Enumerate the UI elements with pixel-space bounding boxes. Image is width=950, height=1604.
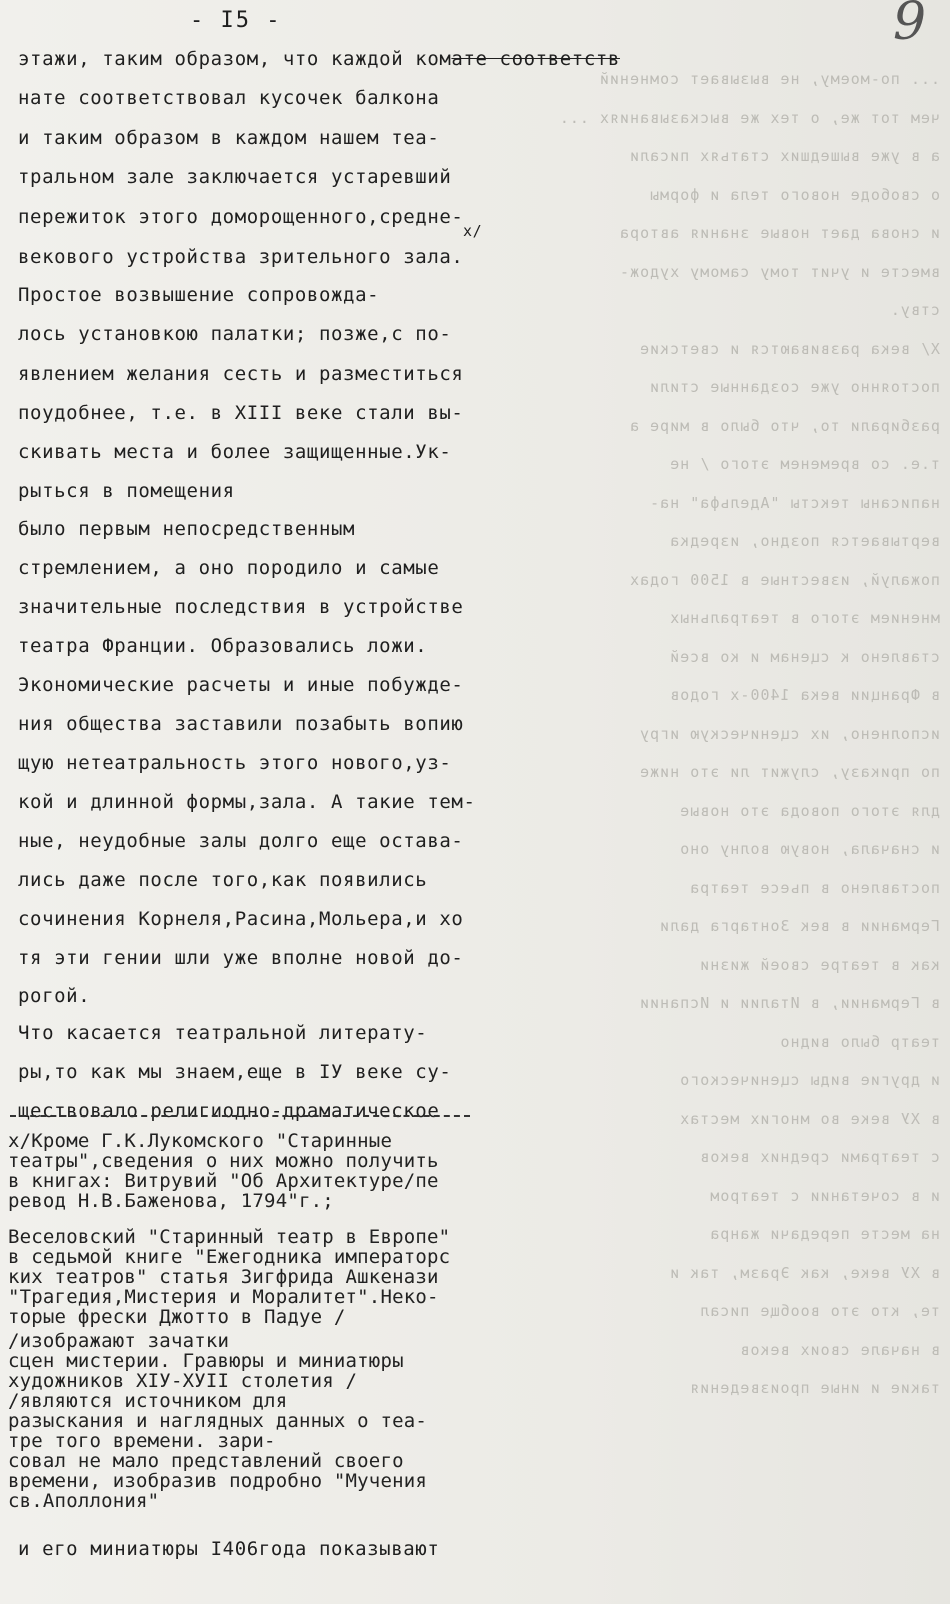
footnote-line: времени, изобразив подробно "Мучения xyxy=(8,1470,428,1492)
text-line: ществовало религиодно-драматическое xyxy=(18,1100,440,1122)
show-through-line: мнением этого в театральных xyxy=(669,609,940,627)
text-line: кой и длинной формы,зала. А такие тем- xyxy=(18,791,476,813)
text-line: рыться в помещения xyxy=(18,480,235,502)
handwritten-folio-number: 9 xyxy=(893,0,927,52)
text-line: поудобнее, т.е. в XIII веке стали вы- xyxy=(18,402,464,424)
text-line: пережиток этого доморощенного,средне- x/ xyxy=(18,206,483,240)
text-line: стремлением, а оно породило и самые xyxy=(18,557,440,579)
show-through-line: т.е. со временем этого / не xyxy=(669,455,940,473)
show-through-line: чем тот же, о тех же высказываниях ... xyxy=(558,108,940,127)
text-line: Что касается театральной литерату- xyxy=(18,1022,428,1044)
text-line: щую нетеатральность этого нового,уз- xyxy=(18,752,452,774)
text-line: ры,то как мы знаем,еще в IУ веке су- xyxy=(18,1061,452,1083)
text-line: лось установкою палатки; позже,с по- xyxy=(18,323,452,345)
show-through-line: поставлено в пьесе театра xyxy=(689,878,940,897)
footnote-line: Веселовский "Старинный театр в Европе" xyxy=(8,1226,451,1248)
show-through-line: и сначала, новую волну оно xyxy=(679,840,940,858)
show-through-line: постоянно уже созданные стили xyxy=(649,378,940,396)
text-line: тральном зале заключается устаревший xyxy=(18,166,452,188)
footnote-line: сцен мистерии. Гравюры и миниатюры xyxy=(8,1350,404,1372)
footnote-line: в седьмой книге "Ежегодника императорс xyxy=(8,1246,451,1268)
text-line: было первым непосредственным xyxy=(18,518,356,540)
text-line: явлением желания сесть и разместиться xyxy=(18,363,464,385)
text-line: значительные последствия в устройстве xyxy=(18,596,464,618)
show-through-line: ставлено к сценам и ко всей xyxy=(669,647,940,666)
show-through-line: те, кто это вообще писал xyxy=(699,1302,940,1320)
text-line: Экономические расчеты и иные побужде- xyxy=(18,674,464,696)
footnote-line: тре того времени. зари- xyxy=(8,1430,276,1452)
show-through-line: о свободе нового тела и формы xyxy=(649,185,940,204)
text-line: ния общества заставили позабыть вопию xyxy=(18,713,464,735)
show-through-line: в XУ веке, как Эразм, так и xyxy=(669,1263,940,1282)
text-line: лись даже после того,как появились xyxy=(18,869,428,891)
show-through-line: пожалуй, известные в 1500 годах xyxy=(629,570,940,589)
show-through-line: и в сочетании с театром xyxy=(709,1186,940,1205)
text-line: тя эти гении шли уже вполне новой до- xyxy=(18,947,464,969)
footnote-line: /изображают зачатки xyxy=(8,1330,230,1352)
footnote-marker: x/ xyxy=(463,222,483,240)
text-line: рогой. xyxy=(18,985,91,1007)
show-through-line: для этого повода это новые xyxy=(679,801,940,820)
show-through-line: как в театре своей жизни xyxy=(699,955,940,974)
show-through-line: разбирали то, что было в мире а xyxy=(629,416,940,435)
show-through-line: а в уже вышедших статьях писали xyxy=(629,147,940,165)
footnote-line: художников XIУ-XУII столетия / xyxy=(8,1370,358,1392)
struck-text: ате соответств xyxy=(451,48,620,70)
footnote-line: /являются источником для xyxy=(8,1390,288,1412)
show-through-line: ... по-моему, не вызывает сомнений xyxy=(598,70,940,88)
footnote-line: ких театров" статья Зигфрида Ашкенази xyxy=(8,1266,439,1288)
show-through-line: ству. xyxy=(889,301,940,319)
footnote-line: совал не мало представлений своего xyxy=(8,1450,404,1472)
show-through-line: исполнено, их сценическую игру xyxy=(639,724,940,743)
show-through-line: такие и иные произведения xyxy=(689,1379,940,1397)
show-through-line: и другие виды сценического xyxy=(679,1071,940,1089)
show-through-text xyxy=(470,60,940,1560)
footnote-separator xyxy=(10,1115,470,1117)
show-through-line: вместе и учит тому самому худож- xyxy=(619,262,940,281)
show-through-line: написаны тексты "Адельфа" на- xyxy=(649,493,940,512)
text-line: ные, неудобные залы долго еще остава- xyxy=(18,830,464,852)
footnote-line: св.Аполлония" xyxy=(8,1490,160,1512)
text-line: сочинения Корнеля,Расина,Мольера,и хо xyxy=(18,908,464,930)
show-through-line: и снова дает новые знания автора xyxy=(619,224,940,242)
footnote-line: x/Кроме Г.К.Лукомского "Старинные xyxy=(8,1130,393,1152)
show-through-line: Х/ века развиваются и светские xyxy=(639,339,940,358)
footnote-line: театры",сведения о них можно получить xyxy=(8,1150,439,1172)
show-through-line: театр было видно xyxy=(779,1032,940,1051)
footnote-line: "Трагедия,Мистерия и Моралитет".Неко- xyxy=(8,1286,439,1308)
show-through-line: на месте передачи жанра xyxy=(709,1225,940,1243)
show-through-line: вертывается поздно, изредка xyxy=(669,532,940,550)
footnote-line: разыскания и наглядных данных о теа- xyxy=(8,1410,428,1432)
show-through-line: Германии в век Зонтарга дали xyxy=(659,917,940,935)
footnote-line: в книгах: Витрувий "Об Архитектуре/пе xyxy=(8,1170,439,1192)
show-through-line: по приказу, служит ли это ниже xyxy=(639,763,940,781)
text-line: и таким образом в каждом нашем теа- xyxy=(18,127,440,149)
page-number: - I5 - xyxy=(190,8,282,33)
show-through-line: с театрами средних веков xyxy=(699,1148,940,1166)
text-line: нате соответствовал кусочек балкона xyxy=(18,87,440,109)
show-through-line: в Германии, в Италии и Испании xyxy=(639,994,940,1012)
text-line: Простое возвышение сопровожда- xyxy=(18,284,380,306)
text-line: векового устройства зрительного зала. xyxy=(18,246,464,268)
continuation-line: и его миниатюры I406года показывают xyxy=(18,1538,440,1560)
footnote-line: торые фрески Джотто в Падуе / xyxy=(8,1306,346,1328)
text-line: этажи, таким образом, что каждой комате соответств xyxy=(18,48,620,70)
footnote-line: ревод Н.В.Баженова, 1794"г.; xyxy=(8,1190,334,1212)
text-line: театра Франции. Образовались ложи. xyxy=(18,635,428,657)
show-through-line: в XУ веке во многих местах xyxy=(679,1109,940,1128)
text-line: скивать места и более защищенные.Ук- xyxy=(18,441,452,463)
show-through-line: в начале своих веков xyxy=(739,1340,940,1359)
show-through-line: в Франции века 1400-х годов xyxy=(669,686,940,704)
